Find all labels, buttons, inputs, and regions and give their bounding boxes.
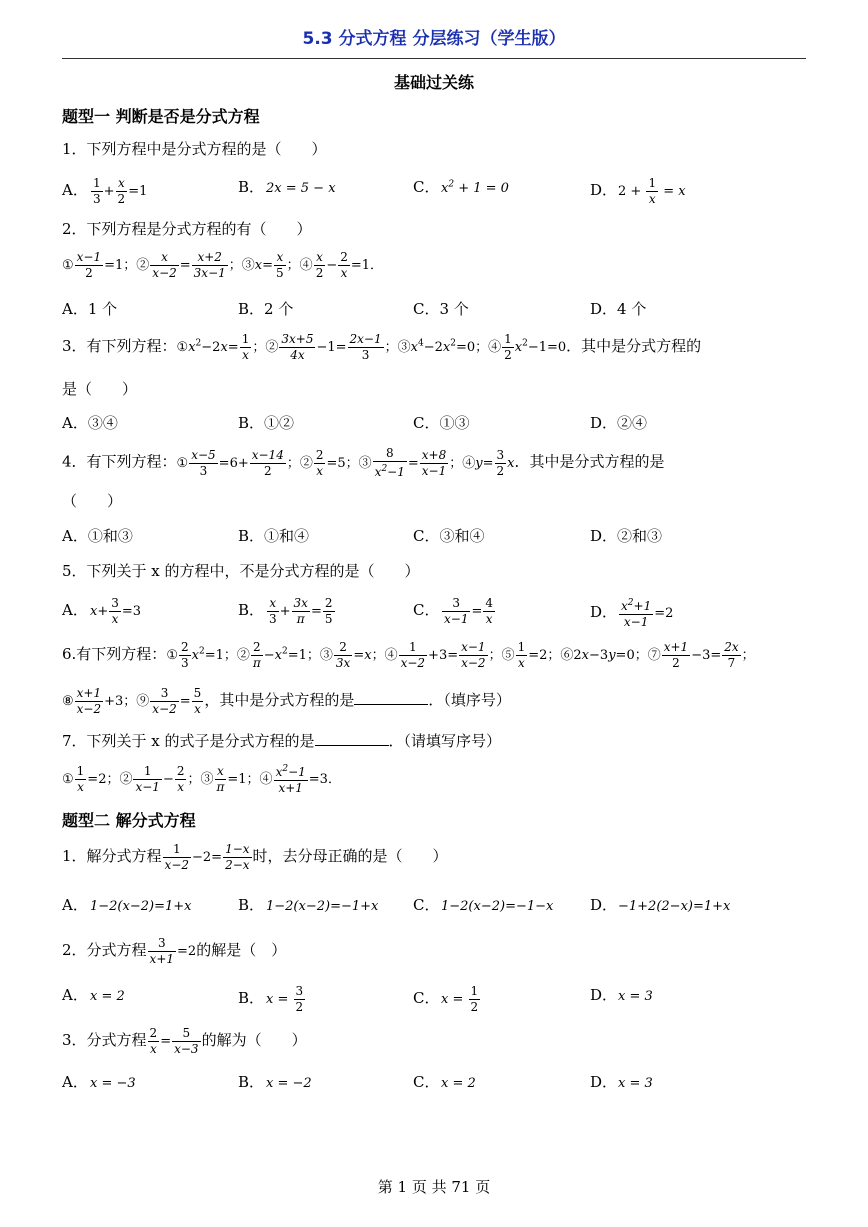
t1-q5-opt-c: C． $\frac{3}{x-1}$ = $\frac{4}{x}$ xyxy=(413,596,494,626)
t1-q2-stem: 2．下列方程是分式方程的有（ ） xyxy=(62,220,312,238)
t1-q1-stem: 1．下列方程中是分式方程的是（ ） xyxy=(62,140,327,158)
type1-title: 题型一 判断是否是分式方程 xyxy=(62,107,260,126)
t1-q3-opt-b: B．①② xyxy=(238,414,295,432)
t2-q3-options xyxy=(62,1071,806,1093)
t2-q3-opt-c: C． x = 2 xyxy=(413,1073,476,1091)
t2-q1-options xyxy=(62,894,806,916)
t2-q2-options xyxy=(62,984,806,1014)
t1-q4-opt-a: A．①和③ xyxy=(62,527,133,545)
t1-q1-opt-a: A． $\frac{1}{3}$ + $\frac{x}{2}$ =1 xyxy=(62,176,148,206)
t2-q1-opt-c: C． 1−2(x−2)=−1−x xyxy=(413,896,554,914)
t1-q4-opt-d: D．②和③ xyxy=(590,527,663,545)
t1-q4-options xyxy=(62,525,806,547)
t1-q5-opt-b: B． $\frac{x}{3}$ + $\frac{3x}{\pi}$ = $\frac{2}{5}$ xyxy=(238,596,333,626)
t1-q2-options xyxy=(62,298,806,320)
t1-q4-opt-b: B．①和④ xyxy=(238,527,310,545)
t1-q6-answer-blank[interactable] xyxy=(354,690,428,705)
t1-q6-stem-cont: ⑧ $\frac{x+1}{x-2}$ +3；⑨ $\frac{3}{x-2}$ = $\frac{5}{x}$ ，其中是分式方程的是 ．（填序号） xyxy=(62,686,511,716)
t2-q3-opt-b: B． x = −2 xyxy=(238,1073,312,1091)
t1-q1-opt-d: D．2 + $\frac{1}{x}$ = x xyxy=(590,176,686,206)
t1-q1-opt-b: B． 2x = 5 − x xyxy=(238,178,336,196)
type2-title: 题型二 解分式方程 xyxy=(62,811,196,830)
t1-q5-stem: 5．下列关于 x 的方程中，不是分式方程的是（ ） xyxy=(62,562,420,580)
t1-q3-options xyxy=(62,412,806,434)
t1-q7-expressions: ① $\frac{1}{x}$ =2；② $\frac{1}{x-1}$ − $\frac{2}{x}$ ；③ $\frac{x}{\pi}$ =1；④ $\frac{x^2-1}{x+1}$ =3． xyxy=(62,763,341,795)
t1-q3-opt-a: A．③④ xyxy=(62,414,118,432)
t1-q5-options xyxy=(62,596,806,629)
t1-q2-equations: ① $\frac{x-1}{2}$ =1；② $\frac{x}{x-2}$ = $\frac{x+2}{3x-1}$ ；③x= $\frac{x}{5}$ ；④ $\frac{x}{2}$ − $\frac{2}{x}$ =1． xyxy=(62,250,384,280)
t1-q1-options xyxy=(62,176,806,206)
t1-q4-stem: 4．有下列方程：① $\frac{x-5}{3}$ =6+ $\frac{x-14}{2}$ ；② $\frac{2}{x}$ =5；③ $\frac{8}{x^2-1}$ = $\frac{x+8}{x-1}$ ；④y= $\frac{3}{2}$ x．其中是分式方程的是 xyxy=(62,446,665,479)
t1-q5-opt-d: D． $\frac{x^2+1}{x-1}$ =2 xyxy=(590,598,674,629)
t1-q7-answer-blank[interactable] xyxy=(315,731,389,746)
section-title: 基础过关练 xyxy=(393,73,474,92)
t2-q1-stem: 1．解分式方程 $\frac{1}{x-2}$ −2= $\frac{1-x}{2-x}$ 时，去分母正确的是（ ） xyxy=(62,842,448,872)
t1-q1-opt-c: C． $x^2 + 1 = 0$ xyxy=(413,178,509,196)
t1-q6-stem: 6.有下列方程：① $\frac{2}{3}$ $x^2=1$；② $\frac{2}{\pi}$ $-x^2=1$；③ $\frac{2}{3x}$ =x；④ $\frac{1}{x-2}$ +3= $\frac{x-1}{x-2}$ ；⑤ $\frac{1}{x}$ =2；⑥2x−3y=0；⑦ $\frac{x+1}{2}$ −3= $\frac{2x}{7}$ ； xyxy=(62,640,755,670)
t1-q3-stem: 3．有下列方程：$①x^2-2x=$ $\frac{1}{x}$ ；② $\frac{3x+5}{4x}$ −1= $\frac{2x-1}{3}$ ；$③x^4-2x^2=0$；④ $\frac{1}{2}$ $x^2-1=0$．其中是分式方程的 xyxy=(62,332,702,362)
t2-q3-opt-a: A． x = −3 xyxy=(62,1073,136,1091)
t2-q3-opt-d: D．x = 3 xyxy=(590,1073,653,1091)
t2-q2-opt-d: D．x = 3 xyxy=(590,986,653,1004)
t2-q1-opt-b: B． 1−2(x−2)=−1+x xyxy=(238,896,379,914)
t1-q2-opt-b: B．2 个 xyxy=(238,300,294,318)
t2-q2-opt-b: B． x = $\frac{3}{2}$ xyxy=(238,984,304,1014)
t1-q2-opt-d: D．4 个 xyxy=(590,300,647,318)
t2-q1-opt-a: A． 1−2(x−2)=1+x xyxy=(62,896,192,914)
page-footer: 第 1 页 共 71 页 xyxy=(377,1178,491,1196)
t2-q2-stem: 2．分式方程 $\frac{3}{x+1}$ =2的解是（ ） xyxy=(62,936,287,966)
t2-q3-stem: 3．分式方程 $\frac{2}{x}$ = $\frac{5}{x-3}$ 的解为（ ） xyxy=(62,1026,307,1056)
t2-q2-opt-c: C． x = $\frac{1}{2}$ xyxy=(413,984,479,1014)
t2-q2-opt-a: A． x = 2 xyxy=(62,986,125,1004)
t2-q1-opt-d: D．−1+2(2−x)=1+x xyxy=(590,896,731,914)
t1-q4-stem-cont: （ ） xyxy=(62,492,123,510)
t1-q3-opt-d: D．②④ xyxy=(590,414,648,432)
t1-q3-stem-cont: 是（ ） xyxy=(62,380,138,398)
t1-q7-stem: 7．下列关于 x 的式子是分式方程的是 ．（请填写序号） xyxy=(62,732,502,750)
t1-q5-opt-a: A． x+ $\frac{3}{x}$ =3 xyxy=(62,596,142,626)
t1-q4-opt-c: C．③和④ xyxy=(413,527,485,545)
t1-q2-opt-a: A．1 个 xyxy=(62,300,118,318)
t1-q2-opt-c: C．3 个 xyxy=(413,300,469,318)
t1-q3-opt-c: C．①③ xyxy=(413,414,470,432)
header-divider xyxy=(62,58,806,59)
page-header-title: 5.3 分式方程 分层练习（学生版） xyxy=(302,29,566,49)
